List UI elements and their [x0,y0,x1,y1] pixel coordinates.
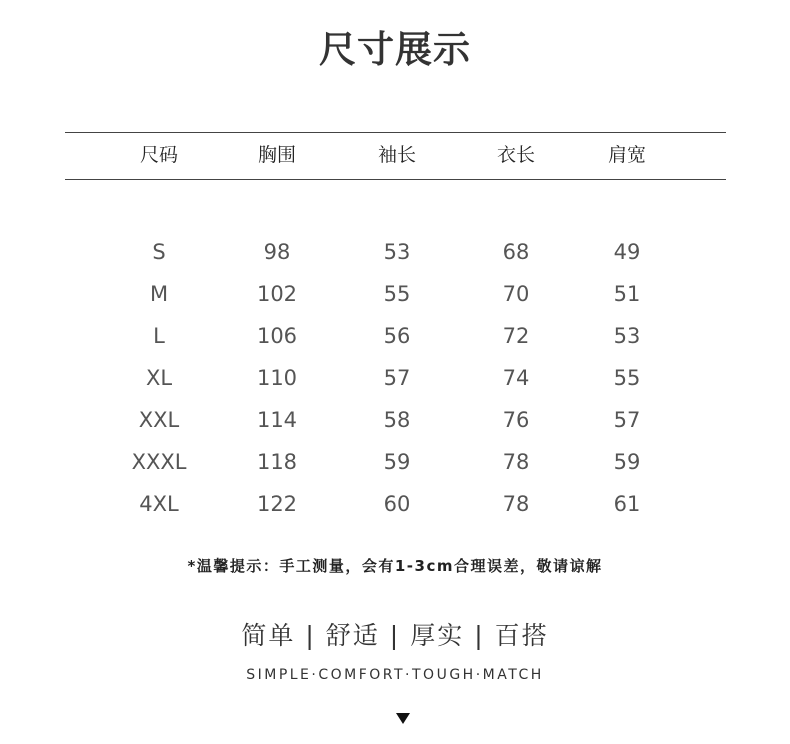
cell-chest: 110 [256,366,298,390]
measurement-note: *温馨提示：手工测量，会有1-3cm合理误差，敬请谅解 [187,557,603,575]
slogan-separator: | [474,621,485,650]
cell-shoulder: 49 [613,240,641,264]
cell-chest: 122 [256,492,298,516]
slogan [0,618,790,654]
cell-size: L [153,324,165,348]
header-sleeve: 袖长 [377,144,416,166]
cell-chest: 98 [263,240,291,264]
header-shoulder: 肩宽 [607,144,646,166]
cell-size: XXL [138,408,180,432]
cell-chest: 118 [256,450,298,474]
cell-length: 78 [502,492,530,516]
page-title: 尺寸展示 [319,28,471,71]
cell-sleeve: 56 [383,324,411,348]
cell-chest: 114 [256,408,298,432]
slogan-item: 简单 [241,621,296,650]
slogan-separator: | [389,621,401,650]
cell-sleeve: 57 [383,366,411,390]
cell-length: 74 [502,366,530,390]
cell-shoulder: 61 [613,492,641,516]
cell-size: XL [145,366,173,390]
header-size: 尺码 [139,144,178,166]
header-chest: 胸围 [257,144,296,166]
cell-length: 70 [502,282,530,306]
slogan-item: 百搭 [494,621,549,650]
slogan-separator: | [305,621,316,650]
cell-shoulder: 55 [613,366,641,390]
slogan-item: 舒适 [325,621,380,650]
cell-sleeve: 53 [383,240,411,264]
slogan-item: 厚实 [410,621,465,650]
cell-shoulder: 57 [613,408,641,432]
down-triangle-icon [396,713,410,724]
cell-length: 72 [502,324,530,348]
cell-size: XXXL [131,450,187,474]
cell-chest: 102 [256,282,298,306]
cell-shoulder: 51 [613,282,641,306]
table-top-rule [65,132,726,133]
cell-sleeve: 55 [383,282,411,306]
cell-sleeve: 60 [383,492,411,516]
cell-shoulder: 59 [613,450,641,474]
cell-size: M [149,282,169,306]
english-slogan: SIMPLE·COMFORT·TOUGH·MATCH [246,667,544,683]
header-length: 衣长 [496,144,535,166]
cell-length: 68 [502,240,530,264]
cell-size: 4XL [139,492,179,516]
cell-shoulder: 53 [613,324,641,348]
cell-chest: 106 [256,324,298,348]
cell-length: 78 [502,450,530,474]
table-header-rule [65,179,726,180]
cell-size: S [152,240,166,264]
cell-sleeve: 58 [383,408,411,432]
cell-sleeve: 59 [383,450,411,474]
cell-length: 76 [502,408,530,432]
